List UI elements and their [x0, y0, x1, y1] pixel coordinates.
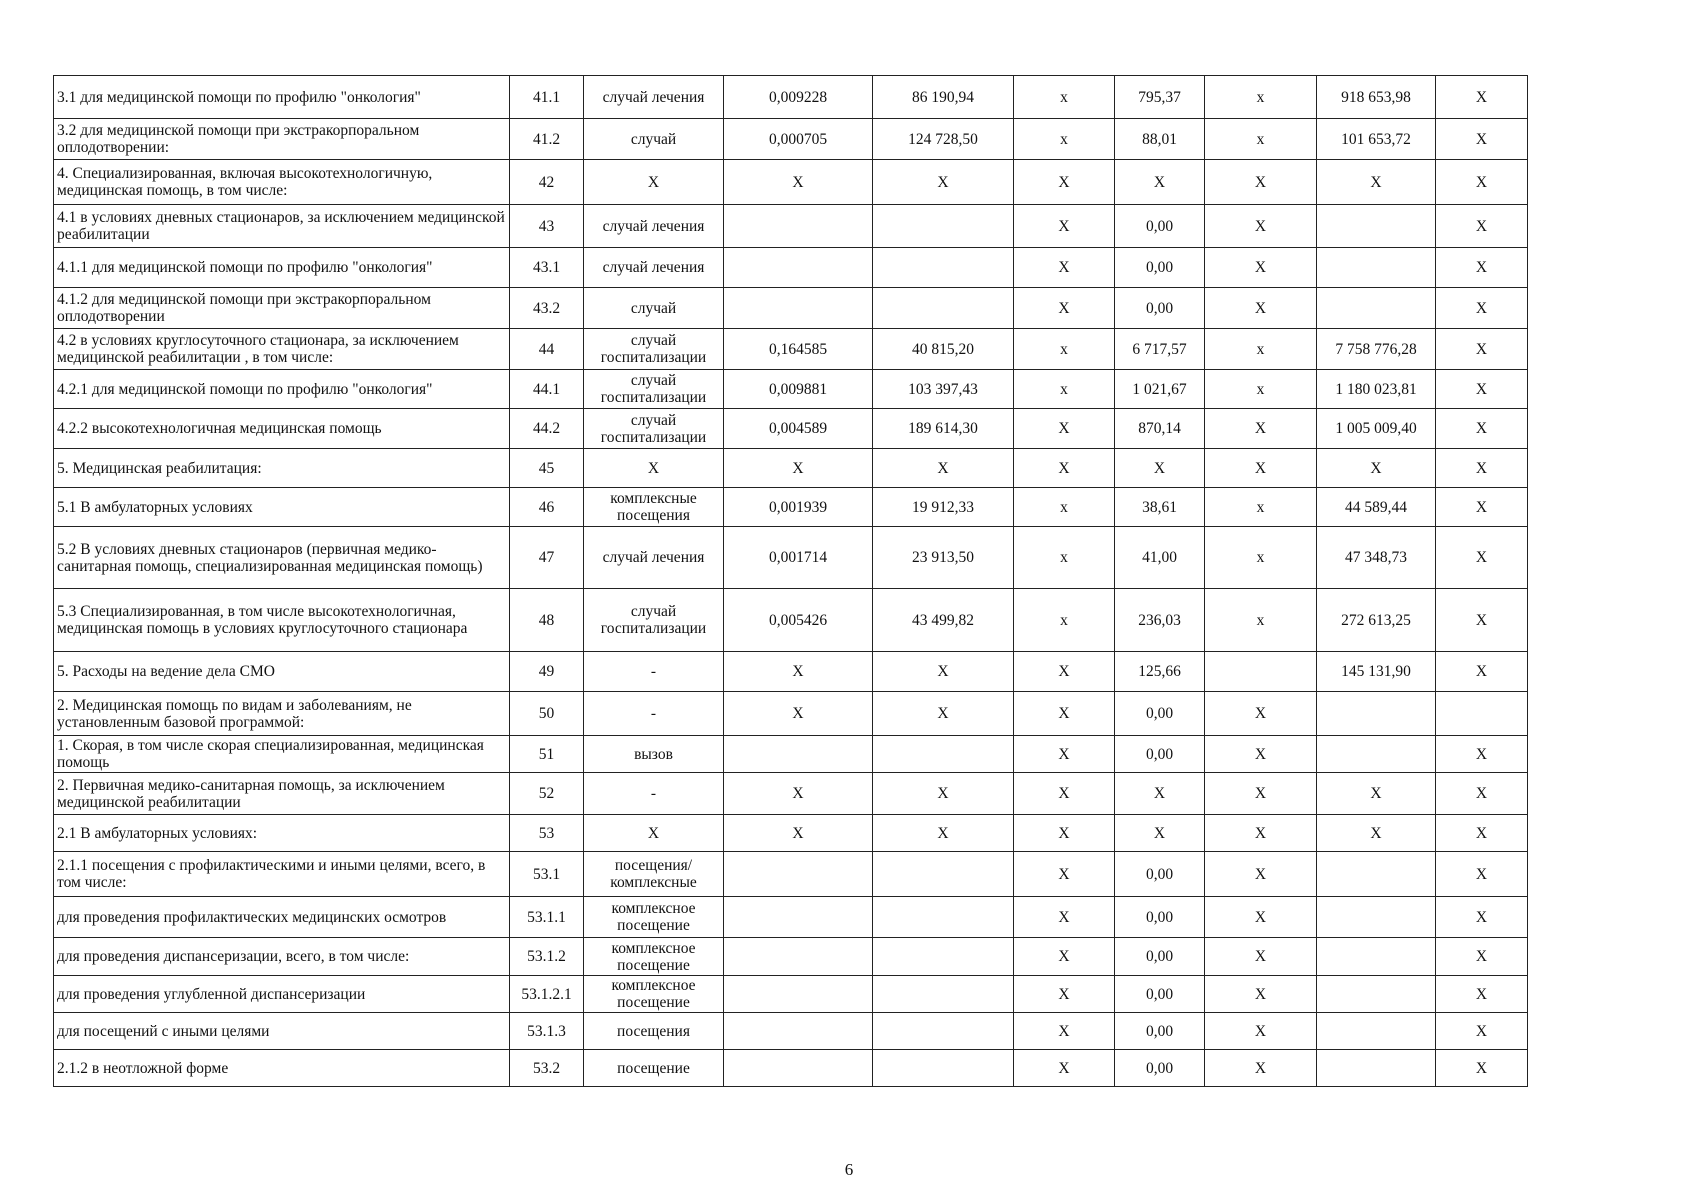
cell-cost [873, 976, 1014, 1013]
table-row [54, 119, 1528, 160]
table-row [54, 652, 1528, 692]
cell-col-x2: X [1205, 160, 1317, 205]
cell-unit: случай госпитализации [584, 370, 724, 409]
cell-col-x1: X [1014, 205, 1115, 248]
cell-unit: случай лечения [584, 205, 724, 248]
cell-col-x3: X [1436, 589, 1528, 652]
table-row [54, 1050, 1528, 1087]
cell-rate: X [724, 773, 873, 815]
table-row [54, 329, 1528, 370]
table-row [54, 938, 1528, 976]
cell-rate: 0,004589 [724, 409, 873, 449]
cell-unit: комплексное посещение [584, 976, 724, 1013]
cell-row-label: 5. Медицинская реабилитация: [54, 449, 510, 488]
cell-unit: случай госпитализации [584, 329, 724, 370]
cell-value: 0,00 [1115, 976, 1205, 1013]
cell-value: 870,14 [1115, 409, 1205, 449]
cell-unit: - [584, 652, 724, 692]
cell-unit: посещения [584, 1013, 724, 1050]
cell-col-x3 [1436, 692, 1528, 736]
cell-row-code: 53.1.2.1 [510, 976, 584, 1013]
cell-col-x1: X [1014, 409, 1115, 449]
cell-col-x1: x [1014, 76, 1115, 119]
cell-col-x2: X [1205, 938, 1317, 976]
cell-col-x3: X [1436, 205, 1528, 248]
cell-col-x1: X [1014, 1013, 1115, 1050]
cell-col-x1: X [1014, 248, 1115, 288]
cell-row-label: 1. Скорая, в том числе скорая специализированная, медицинская помощь [54, 736, 510, 773]
cell-row-label: 5.2 В условиях дневных стационаров (первичная медико-санитарная помощь, специализированная медицинская помощь) [54, 527, 510, 589]
cell-col-x1: X [1014, 1050, 1115, 1087]
cell-row-code: 50 [510, 692, 584, 736]
table-row [54, 852, 1528, 897]
cell-col-x1: x [1014, 488, 1115, 527]
cell-total [1317, 938, 1436, 976]
cell-col-x1: X [1014, 736, 1115, 773]
cell-total: 47 348,73 [1317, 527, 1436, 589]
cell-col-x3: X [1436, 1013, 1528, 1050]
cell-row-code: 49 [510, 652, 584, 692]
cell-row-label: 4.1.2 для медицинской помощи при экстракорпоральном оплодотворении [54, 288, 510, 329]
cell-col-x2: X [1205, 1013, 1317, 1050]
cell-row-code: 52 [510, 773, 584, 815]
cell-rate: 0,009881 [724, 370, 873, 409]
cell-row-label: 4.1 в условиях дневных стационаров, за исключением медицинской реабилитации [54, 205, 510, 248]
cell-rate [724, 852, 873, 897]
cell-row-label: 2.1 В амбулаторных условиях: [54, 815, 510, 852]
cell-total: 145 131,90 [1317, 652, 1436, 692]
cell-rate [724, 736, 873, 773]
cell-unit: X [584, 160, 724, 205]
cell-col-x1: x [1014, 370, 1115, 409]
cell-col-x3: X [1436, 897, 1528, 938]
cell-cost [873, 897, 1014, 938]
cell-total: 7 758 776,28 [1317, 329, 1436, 370]
cell-value: X [1115, 773, 1205, 815]
cell-rate: 0,164585 [724, 329, 873, 370]
cell-rate [724, 1013, 873, 1050]
cell-col-x2: x [1205, 527, 1317, 589]
cell-col-x1: X [1014, 449, 1115, 488]
cell-rate [724, 897, 873, 938]
cell-row-code: 44.1 [510, 370, 584, 409]
cell-row-code: 43 [510, 205, 584, 248]
cell-cost [873, 248, 1014, 288]
cell-col-x2: X [1205, 736, 1317, 773]
cell-rate [724, 288, 873, 329]
cell-row-code: 47 [510, 527, 584, 589]
cell-col-x1: X [1014, 852, 1115, 897]
cell-col-x1: X [1014, 692, 1115, 736]
cell-unit: комплексное посещение [584, 897, 724, 938]
table-row [54, 527, 1528, 589]
cell-col-x3: X [1436, 488, 1528, 527]
cell-row-code: 53.1.1 [510, 897, 584, 938]
cell-row-label: 2.1.1 посещения с профилактическими и иными целями, всего, в том числе: [54, 852, 510, 897]
cell-row-label: для проведения диспансеризации, всего, в том числе: [54, 938, 510, 976]
cell-value: 0,00 [1115, 288, 1205, 329]
cell-row-code: 41.1 [510, 76, 584, 119]
cell-row-code: 53 [510, 815, 584, 852]
table-row [54, 815, 1528, 852]
cell-row-label: 2. Первичная медико-санитарная помощь, за исключением медицинской реабилитации [54, 773, 510, 815]
cell-cost: X [873, 692, 1014, 736]
cell-cost: X [873, 815, 1014, 852]
cell-unit: случай [584, 288, 724, 329]
cell-cost [873, 288, 1014, 329]
cell-rate: X [724, 449, 873, 488]
cell-total: 1 005 009,40 [1317, 409, 1436, 449]
cell-row-label: 4. Специализированная, включая высокотехнологичную, медицинская помощь, в том числе: [54, 160, 510, 205]
cell-rate [724, 205, 873, 248]
cell-col-x2: X [1205, 815, 1317, 852]
cell-cost: 124 728,50 [873, 119, 1014, 160]
cell-col-x2: x [1205, 370, 1317, 409]
cell-total [1317, 205, 1436, 248]
cell-value: 0,00 [1115, 692, 1205, 736]
cell-col-x3: X [1436, 248, 1528, 288]
table-row [54, 488, 1528, 527]
cell-cost [873, 938, 1014, 976]
cell-col-x2: X [1205, 205, 1317, 248]
cell-col-x3: X [1436, 409, 1528, 449]
cell-col-x3: X [1436, 852, 1528, 897]
cell-col-x3: X [1436, 1050, 1528, 1087]
cell-cost [873, 736, 1014, 773]
cell-row-code: 53.2 [510, 1050, 584, 1087]
cell-cost: 43 499,82 [873, 589, 1014, 652]
cell-cost: 19 912,33 [873, 488, 1014, 527]
cell-total [1317, 248, 1436, 288]
cell-total: 272 613,25 [1317, 589, 1436, 652]
cell-row-label: 3.2 для медицинской помощи при экстракорпоральном оплодотворении: [54, 119, 510, 160]
cell-unit: случай госпитализации [584, 409, 724, 449]
cell-row-code: 53.1.2 [510, 938, 584, 976]
cell-total [1317, 897, 1436, 938]
cell-value: X [1115, 160, 1205, 205]
cell-col-x2: X [1205, 692, 1317, 736]
cell-col-x3: X [1436, 119, 1528, 160]
cell-rate: 0,001714 [724, 527, 873, 589]
cell-unit: вызов [584, 736, 724, 773]
cell-total [1317, 976, 1436, 1013]
cell-col-x2: x [1205, 76, 1317, 119]
cell-col-x3: X [1436, 288, 1528, 329]
table-row [54, 288, 1528, 329]
cell-value: 41,00 [1115, 527, 1205, 589]
cell-value: 0,00 [1115, 248, 1205, 288]
cell-unit: случай лечения [584, 527, 724, 589]
cell-unit: X [584, 449, 724, 488]
cell-rate [724, 1050, 873, 1087]
cell-row-code: 53.1.3 [510, 1013, 584, 1050]
cell-rate: X [724, 692, 873, 736]
cell-value: X [1115, 815, 1205, 852]
cell-unit: посещение [584, 1050, 724, 1087]
cell-unit: случай лечения [584, 248, 724, 288]
cell-col-x2: X [1205, 288, 1317, 329]
cell-col-x3: X [1436, 527, 1528, 589]
cell-col-x2: X [1205, 976, 1317, 1013]
cell-row-code: 43.2 [510, 288, 584, 329]
cell-row-label: для посещений с иными целями [54, 1013, 510, 1050]
cell-rate [724, 248, 873, 288]
table-row [54, 76, 1528, 119]
cell-row-code: 51 [510, 736, 584, 773]
cell-col-x2: x [1205, 119, 1317, 160]
cell-total [1317, 1050, 1436, 1087]
cell-col-x3: X [1436, 736, 1528, 773]
cell-total: 44 589,44 [1317, 488, 1436, 527]
cell-value: 125,66 [1115, 652, 1205, 692]
cell-unit: X [584, 815, 724, 852]
cell-total [1317, 1013, 1436, 1050]
cell-col-x1: x [1014, 329, 1115, 370]
cell-cost [873, 205, 1014, 248]
cell-row-label: для проведения углубленной диспансеризации [54, 976, 510, 1013]
cell-unit: - [584, 692, 724, 736]
cell-row-label: 5.3 Специализированная, в том числе высокотехнологичная, медицинская помощь в условиях круглосуточного стационара [54, 589, 510, 652]
cell-row-code: 45 [510, 449, 584, 488]
cell-col-x2: X [1205, 449, 1317, 488]
table-row [54, 370, 1528, 409]
cell-total [1317, 736, 1436, 773]
cell-row-code: 41.2 [510, 119, 584, 160]
cell-row-label: 3.1 для медицинской помощи по профилю "онкология" [54, 76, 510, 119]
cell-rate: 0,005426 [724, 589, 873, 652]
cell-cost: X [873, 652, 1014, 692]
cell-cost: X [873, 449, 1014, 488]
cell-row-code: 44.2 [510, 409, 584, 449]
table-row [54, 589, 1528, 652]
cell-row-label: 4.2 в условиях круглосуточного стационара, за исключением медицинской реабилитации , в том числе: [54, 329, 510, 370]
cell-value: 0,00 [1115, 205, 1205, 248]
cell-col-x2: X [1205, 773, 1317, 815]
cell-row-label: 2. Медицинская помощь по видам и заболеваниям, не установленным базовой программой: [54, 692, 510, 736]
cell-value: 88,01 [1115, 119, 1205, 160]
cell-col-x2 [1205, 652, 1317, 692]
cell-col-x2: X [1205, 248, 1317, 288]
cell-value: 6 717,57 [1115, 329, 1205, 370]
cell-col-x1: X [1014, 815, 1115, 852]
cell-col-x1: X [1014, 652, 1115, 692]
cell-col-x1: X [1014, 160, 1115, 205]
cell-total: 101 653,72 [1317, 119, 1436, 160]
cell-value: 38,61 [1115, 488, 1205, 527]
cell-cost: X [873, 160, 1014, 205]
cell-value: 1 021,67 [1115, 370, 1205, 409]
cell-total [1317, 852, 1436, 897]
cell-unit: комплексные посещения [584, 488, 724, 527]
cell-col-x1: X [1014, 897, 1115, 938]
cell-rate: X [724, 160, 873, 205]
cell-unit: - [584, 773, 724, 815]
cell-value: 0,00 [1115, 736, 1205, 773]
cell-cost: 103 397,43 [873, 370, 1014, 409]
cell-row-code: 44 [510, 329, 584, 370]
cell-col-x1: X [1014, 938, 1115, 976]
cell-total: 918 653,98 [1317, 76, 1436, 119]
cell-row-label: 5.1 В амбулаторных условиях [54, 488, 510, 527]
cell-col-x1: x [1014, 527, 1115, 589]
cell-cost: X [873, 773, 1014, 815]
cell-cost: 86 190,94 [873, 76, 1014, 119]
table-row [54, 160, 1528, 205]
cell-rate: X [724, 815, 873, 852]
table-row [54, 248, 1528, 288]
cell-unit: случай лечения [584, 76, 724, 119]
cell-rate [724, 938, 873, 976]
cell-unit: случай [584, 119, 724, 160]
cell-col-x1: X [1014, 976, 1115, 1013]
cell-total: 1 180 023,81 [1317, 370, 1436, 409]
cell-value: 0,00 [1115, 852, 1205, 897]
cell-row-label: для проведения профилактических медицинских осмотров [54, 897, 510, 938]
cell-cost: 40 815,20 [873, 329, 1014, 370]
cell-rate: 0,001939 [724, 488, 873, 527]
cell-cost [873, 1013, 1014, 1050]
cell-unit: комплексное посещение [584, 938, 724, 976]
cell-value: X [1115, 449, 1205, 488]
table-row [54, 449, 1528, 488]
cell-row-label: 4.2.2 высокотехнологичная медицинская помощь [54, 409, 510, 449]
cell-col-x1: x [1014, 119, 1115, 160]
cell-cost [873, 852, 1014, 897]
cell-cost [873, 1050, 1014, 1087]
cell-row-code: 46 [510, 488, 584, 527]
cell-total [1317, 692, 1436, 736]
cell-col-x3: X [1436, 938, 1528, 976]
cell-col-x2: X [1205, 852, 1317, 897]
cell-cost: 23 913,50 [873, 527, 1014, 589]
cell-col-x2: X [1205, 1050, 1317, 1087]
cell-col-x3: X [1436, 652, 1528, 692]
cell-value: 0,00 [1115, 897, 1205, 938]
cell-col-x2: X [1205, 897, 1317, 938]
cell-total: X [1317, 815, 1436, 852]
cell-col-x3: X [1436, 976, 1528, 1013]
cell-value: 236,03 [1115, 589, 1205, 652]
page-number: 6 [844, 1160, 854, 1179]
cell-row-label: 2.1.2 в неотложной форме [54, 1050, 510, 1087]
cell-row-label: 4.1.1 для медицинской помощи по профилю "онкология" [54, 248, 510, 288]
cell-col-x3: X [1436, 815, 1528, 852]
table-row [54, 1013, 1528, 1050]
table-row [54, 409, 1528, 449]
cell-col-x3: X [1436, 449, 1528, 488]
table-row [54, 736, 1528, 773]
cell-rate: X [724, 652, 873, 692]
cell-unit: случай госпитализации [584, 589, 724, 652]
table-row [54, 976, 1528, 1013]
table-row [54, 205, 1528, 248]
cell-value: 0,00 [1115, 1013, 1205, 1050]
cell-col-x1: X [1014, 773, 1115, 815]
cell-col-x2: X [1205, 409, 1317, 449]
cell-row-label: 5. Расходы на ведение дела СМО [54, 652, 510, 692]
table-row [54, 897, 1528, 938]
cell-row-code: 53.1 [510, 852, 584, 897]
cell-col-x1: x [1014, 589, 1115, 652]
cell-row-code: 42 [510, 160, 584, 205]
cell-value: 0,00 [1115, 1050, 1205, 1087]
cell-col-x3: X [1436, 329, 1528, 370]
table-row [54, 773, 1528, 815]
cell-rate: 0,009228 [724, 76, 873, 119]
cell-cost: 189 614,30 [873, 409, 1014, 449]
cell-row-label: 4.2.1 для медицинской помощи по профилю "онкология" [54, 370, 510, 409]
cell-col-x3: X [1436, 160, 1528, 205]
cell-rate: 0,000705 [724, 119, 873, 160]
cell-value: 795,37 [1115, 76, 1205, 119]
cell-row-code: 43.1 [510, 248, 584, 288]
cell-rate [724, 976, 873, 1013]
cell-row-code: 48 [510, 589, 584, 652]
cell-value: 0,00 [1115, 938, 1205, 976]
cell-col-x1: X [1014, 288, 1115, 329]
cell-total: X [1317, 773, 1436, 815]
cell-total: X [1317, 160, 1436, 205]
cell-col-x2: x [1205, 589, 1317, 652]
data-table [53, 75, 1528, 1087]
cell-total [1317, 288, 1436, 329]
table-row [54, 692, 1528, 736]
cell-col-x3: X [1436, 76, 1528, 119]
cell-col-x3: X [1436, 370, 1528, 409]
cell-col-x3: X [1436, 773, 1528, 815]
cell-col-x2: x [1205, 488, 1317, 527]
cell-unit: посещения/комплексные [584, 852, 724, 897]
cell-total: X [1317, 449, 1436, 488]
cell-col-x2: x [1205, 329, 1317, 370]
